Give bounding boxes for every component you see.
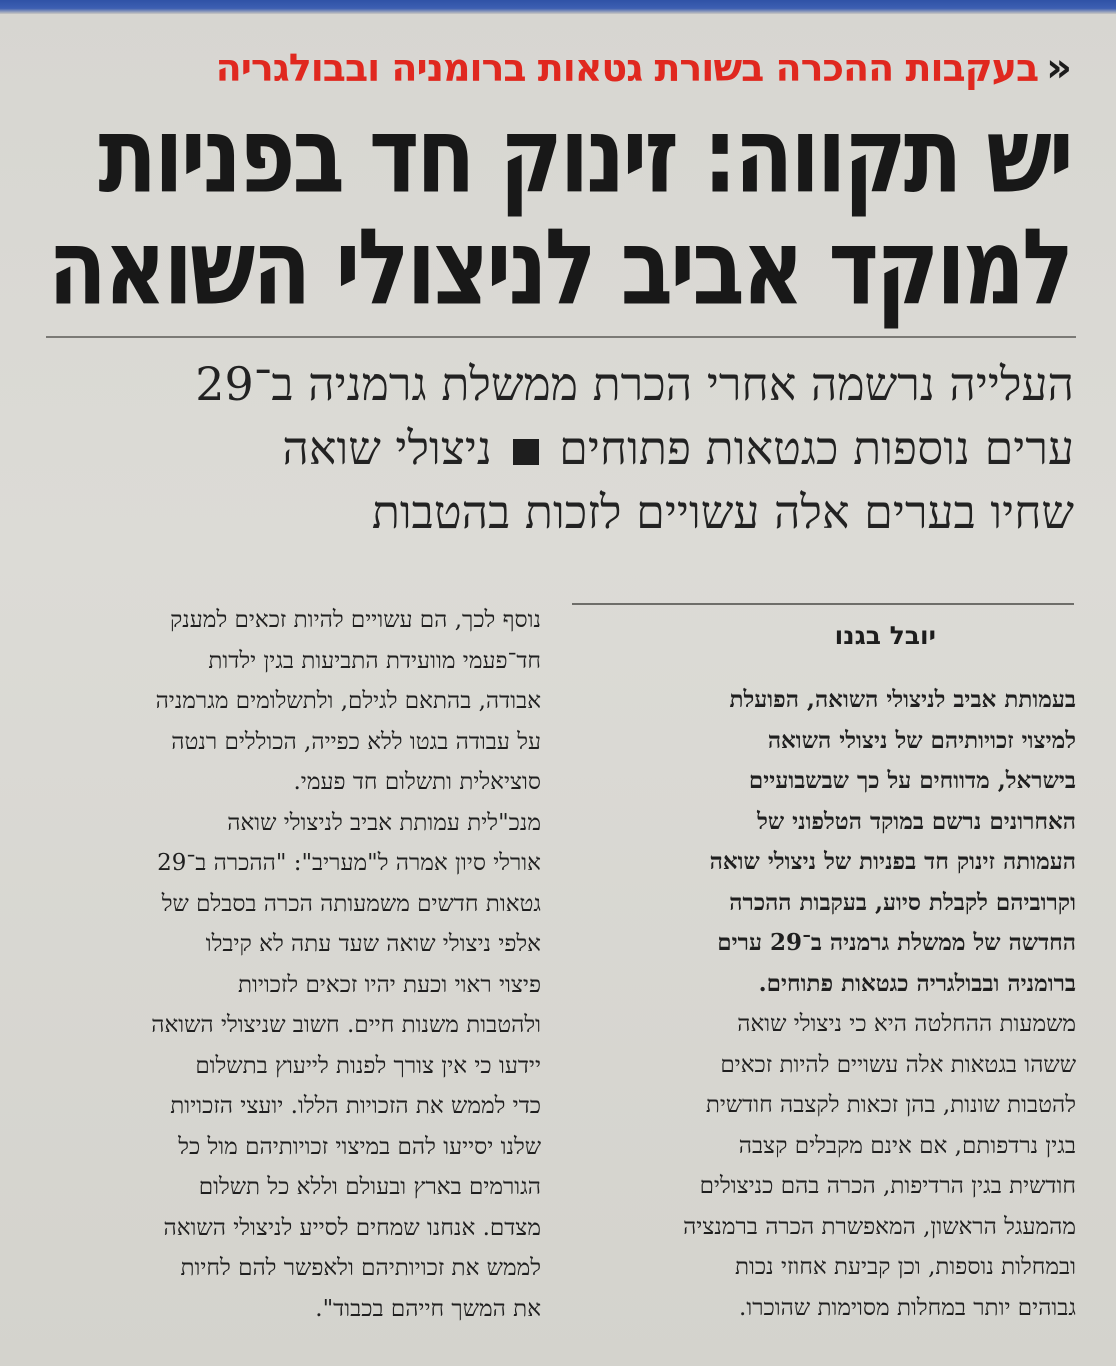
column-line: ברומניה ובבולגריה כגטאות פתוחים. — [758, 969, 1076, 997]
column-line: אבודה, בהתאם לגילם, ולתשלומים מגרמניה — [155, 688, 541, 714]
column-line: בגין נרדפותם, אם אינם מקבלים קצבה — [738, 1132, 1076, 1159]
column-line: הגורמים בארץ ובעולם וללא כל תשלום — [198, 1174, 541, 1200]
column-line: בעמותת אביב לניצולי השואה, הפועלת — [729, 686, 1076, 713]
subheadline — [34, 352, 1074, 544]
column-line: גבוהים יותר במחלות מסוימות שהוכרו. — [739, 1294, 1076, 1321]
article-column-right — [566, 680, 1076, 1328]
subhead-line-2-part-a: ערים נוספות כגטאות פתוחים — [559, 421, 1074, 475]
column-line: למיצוי זכויותיהם של ניצולי השואה — [767, 726, 1076, 754]
subhead-line-2-part-b: ניצולי שואה — [282, 421, 492, 475]
column-line: העמותה זינוק חד בפניות של ניצולי שואה — [709, 848, 1076, 875]
headline-divider — [46, 336, 1076, 338]
article-column-left — [31, 600, 541, 1329]
byline-divider — [572, 603, 1074, 605]
column-line: להטבות שונות, בהן זכאות לקצבה חודשית — [705, 1092, 1076, 1118]
column-line: ובמחלות נוספות, וכן קביעת אחוזי נכות — [735, 1254, 1076, 1280]
column-line: חודשית בגין הרדיפות, הכרה בהם כניצולים — [699, 1173, 1076, 1199]
column-line: ולהטבות משנות חיים. חשוב שניצולי השואה — [151, 1012, 541, 1038]
headline-line-2: למוקד אביב לניצולי השואה — [47, 207, 1071, 329]
column-line: את המשך חייהם בכבוד". — [315, 1295, 541, 1322]
column-line: חד־פעמי מוועידת התביעות בגין ילדות — [208, 647, 541, 674]
column-line: פיצוי ראוי וכעת יהיו זכאים לזכויות — [237, 971, 541, 998]
page-top-edge — [0, 0, 1116, 14]
column-line: מהמעגל הראשון, המאפשרת הכרה ברמנציה — [683, 1213, 1076, 1240]
square-bullet-icon — [513, 439, 539, 465]
column-line: נוסף לכך, הם עשויים להיות זכאים למענק — [170, 607, 541, 633]
column-line: שלנו יסייעו להם במיצוי זכויותיהם מול כל — [178, 1133, 541, 1160]
column-line: מנכ"לית עמותת אביב לניצולי שואה — [227, 809, 541, 836]
headline-line-1: יש תקווה: זינוק חד בפניות — [98, 95, 1071, 217]
column-line: על עבודה בגטו ללא כפייה, הכוללים רנטה — [171, 728, 541, 755]
subhead-line-3: שחיו בערים אלה עשויים לזכות בהטבות — [371, 485, 1074, 539]
headline — [47, 95, 1071, 329]
column-line: האחרונים נרשם במוקד הטלפוני של — [757, 807, 1076, 835]
column-line: וקרוביהם לקבלת סיוע, בעקבות ההכרה — [729, 888, 1076, 916]
column-line: בישראל, מדווחים על כך שבשבועיים — [748, 767, 1076, 794]
column-line: יידעו כי אין צורך לפנות לייעוץ בתשלום — [195, 1052, 541, 1079]
column-line: גטאות חדשים משמעותה הכרה בסבלם של — [161, 890, 541, 917]
column-line: אורלי סיון אמרה ל"מעריב": "ההכרה ב־29 — [157, 850, 541, 876]
byline: יובל בגנו — [834, 621, 936, 650]
subhead-line-2 — [34, 416, 1074, 480]
column-line: ששהו בגטאות אלה עשויים להיות זכאים — [720, 1051, 1076, 1078]
column-line: אלפי ניצולי שואה שעד עתה לא קיבלו — [205, 931, 541, 957]
column-line: לממש את זכויותיהם ולאפשר להם לחיות — [180, 1255, 541, 1281]
subhead-line-1: העלייה נרשמה אחרי הכרת ממשלת גרמניה ב־29 — [195, 357, 1074, 411]
column-line: סוציאלית ותשלום חד פעמי. — [293, 769, 541, 795]
double-chevron-left-icon: « — [1046, 45, 1071, 91]
column-line: מצדם. אנחנו שמחים לסייע לניצולי השואה — [163, 1214, 541, 1241]
column-line: משמעות ההחלטה היא כי ניצולי שואה — [737, 1011, 1076, 1037]
column-line: כדי לממש את הזכויות הללו. יועצי הזכויות — [170, 1093, 541, 1119]
column-line: החדשה של ממשלת גרמניה ב־29 ערים — [717, 929, 1076, 956]
kicker-text: בעקבות ההכרה בשורת גטאות ברומניה ובבולגריה — [215, 46, 1039, 90]
